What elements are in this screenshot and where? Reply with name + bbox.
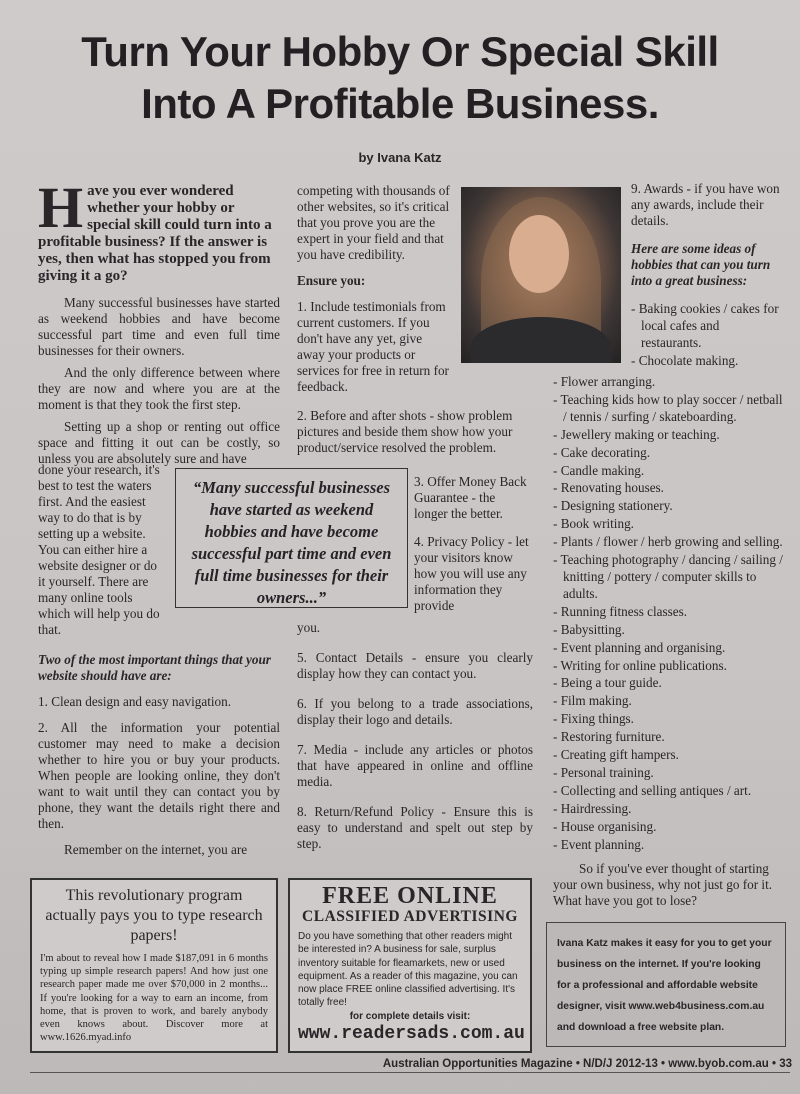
subheading: Ensure you:	[297, 273, 366, 288]
drop-cap: H	[38, 175, 84, 240]
list-item: - Baking cookies / cakes for local cafes and restaurants.	[631, 301, 779, 350]
column-2-top	[297, 183, 453, 401]
list-item: - Film making.	[553, 693, 632, 709]
paragraph: Setting up a shop or renting out office space and fitting it out can be costly, so unless you are absolutely sure and have	[38, 419, 280, 466]
ideas-list-a	[631, 301, 781, 370]
article-title	[40, 26, 760, 130]
list-item: - Designing stationery.	[553, 498, 673, 514]
intro-text: ave you ever wondered whether your hobby or special skill could turn into a profitable business? If the answer is yes, then what has stopped you from giving it a go?	[38, 183, 272, 284]
photo-face	[509, 215, 569, 293]
list-item: 7. Media - include any articles or photos that have appeared in online and offline media.	[297, 742, 533, 789]
list-item: - Teaching kids how to play soccer / netball / tennis / surfing / skateboarding.	[553, 391, 783, 424]
footer-rule	[30, 1072, 790, 1073]
column-1	[38, 175, 280, 467]
title-line-2: Into A Profitable Business.	[141, 80, 659, 127]
column-2-wrap	[414, 474, 532, 620]
column-2-lower	[297, 620, 533, 852]
list-item: - Being a tour guide.	[553, 675, 662, 691]
ad-headline: FREE ONLINE	[322, 883, 498, 909]
ad-headline: This revolutionary program actually pays you to type research papers!	[45, 887, 263, 944]
list-item: - Running fitness classes.	[553, 603, 688, 619]
ideas-list-b	[553, 374, 783, 853]
list-item: - Event planning and organising.	[553, 639, 726, 655]
page-footer: Australian Opportunities Magazine • N/D/J 2012-13 • www.byob.com.au • 33	[382, 1058, 792, 1070]
list-item: 4. Privacy Policy - let your visitors know how you will use any information they provide	[414, 534, 529, 613]
list-item: - Cake decorating.	[553, 444, 651, 460]
list-item: - Restoring furniture.	[553, 729, 665, 745]
ad-subheadline: CLASSIFIED ADVERTISING	[302, 908, 518, 925]
list-item: - Babysitting.	[553, 621, 625, 637]
list-item: - Chocolate making.	[631, 352, 739, 368]
list-item: - Personal training.	[553, 764, 654, 780]
column-3-top	[631, 181, 781, 371]
list-item: - Jewellery making or teaching.	[553, 426, 720, 442]
list-item: - Writing for online publications.	[553, 657, 727, 673]
column-3-list	[553, 374, 783, 915]
pull-quote: “Many successful businesses have started as weekend hobbies and have become successful part time and even full time businesses for their owners...”	[175, 468, 408, 608]
list-item: - Renovating houses.	[553, 480, 664, 496]
subheading: Two of the most important things that your website should have are:	[38, 652, 271, 683]
list-item: - Fixing things.	[553, 711, 634, 727]
ad-details-label: for complete details visit:	[349, 1010, 471, 1022]
title-line-1: Turn Your Hobby Or Special Skill	[81, 28, 719, 75]
list-item: - Teaching photography / dancing / sailing / knitting / pottery / computer skills to adults.	[553, 552, 783, 601]
list-item: 6. If you belong to a trade associations, display their logo and details.	[297, 696, 533, 727]
list-item: - Plants / flower / herb growing and selling.	[553, 534, 783, 550]
intro-paragraph	[38, 175, 280, 285]
author-photo	[461, 187, 621, 363]
ad-free-classifieds	[288, 878, 532, 1053]
list-item: - House organising.	[553, 818, 657, 834]
column-2-mid	[297, 408, 533, 462]
list-item: - Event planning.	[553, 836, 645, 852]
list-item: 1. Clean design and easy navigation.	[38, 694, 232, 709]
list-item: - Hairdressing.	[553, 800, 632, 816]
ad-body: Do you have something that other readers might be interested in? A business for sale, surplus inventory suitable for fleamarkets, new or used equipment. As a reader of this magazine, you can now place FREE online classified advertising. It's totally free!	[298, 931, 518, 1009]
paragraph: Remember on the internet, you are	[64, 842, 248, 857]
list-item: - Creating gift hampers.	[553, 747, 679, 763]
column-1-wrap	[38, 462, 166, 644]
list-item: - Flower arranging.	[553, 374, 656, 389]
ad-url[interactable]: www.readersads.com.au	[298, 1023, 525, 1044]
ad-web4business: Ivana Katz makes it easy for you to get your business on the internet. If you're looking for a professional and affordable website designer, visit www.web4business.com.au and download a free website plan.	[546, 922, 786, 1047]
list-item: 1. Include testimonials from current customers. If you don't have any yet, give away your products or services for free in return for feedback.	[297, 299, 449, 394]
list-item: 2. Before and after shots - show problem pictures and beside them show how your product/service resolved the problem.	[297, 408, 513, 455]
paragraph: Many successful businesses have started as weekend hobbies and have become successful part time and even full time businesses for their owners.	[38, 295, 280, 358]
byline: by Ivana Katz	[358, 150, 442, 165]
list-item: 2. All the information your potential customer may need to make a decision whether to hire you or buy your products. When people are looking online, they don't want to wait until they can contact you by phone, they want the details right there and then.	[38, 720, 280, 831]
list-item: - Candle making.	[553, 462, 645, 478]
closing-paragraph: So if you've ever thought of starting your own business, why not just go for it. What have you got to lose?	[553, 861, 773, 909]
list-item: 3. Offer Money Back Guarantee - the longer the better.	[414, 474, 527, 521]
paragraph: competing with thousands of other websites, so it's critical that you prove you are the expert in your field and that you have credibility.	[297, 183, 450, 262]
subheading: Here are some ideas of hobbies that can you turn into a great business:	[631, 241, 771, 288]
ad-body: I'm about to reveal how I made $187,091 in 6 months typing up simple research papers! And how just one research paper made me over $70,000 in 2 months... If you're looking for a way to earn an income, from home, that is proven to work, and barely anybody even knows about. Discover more at www.1626.myad.info	[40, 953, 268, 1044]
column-1-lower	[38, 652, 280, 864]
ad-research-papers	[30, 878, 278, 1053]
list-item: 9. Awards - if you have won any awards, include their details.	[631, 181, 780, 228]
list-item: 8. Return/Refund Policy - Ensure this is easy to understand and spelt out step by step.	[297, 804, 533, 851]
list-item: - Book writing.	[553, 516, 634, 532]
list-item-cont: you.	[297, 620, 321, 635]
paragraph: done your research, it's best to test the waters first. And the easiest way to do that is by setting up a website. You can either hire a website designer or do it yourself. There are many online tools which will help you do that.	[38, 462, 160, 637]
list-item: 5. Contact Details - ensure you clearly display how they can contact you.	[297, 650, 533, 681]
paragraph: And the only difference between where they are now and where you are at the moment is that they took the first step.	[38, 365, 280, 412]
list-item: - Collecting and selling antiques / art.	[553, 782, 752, 798]
